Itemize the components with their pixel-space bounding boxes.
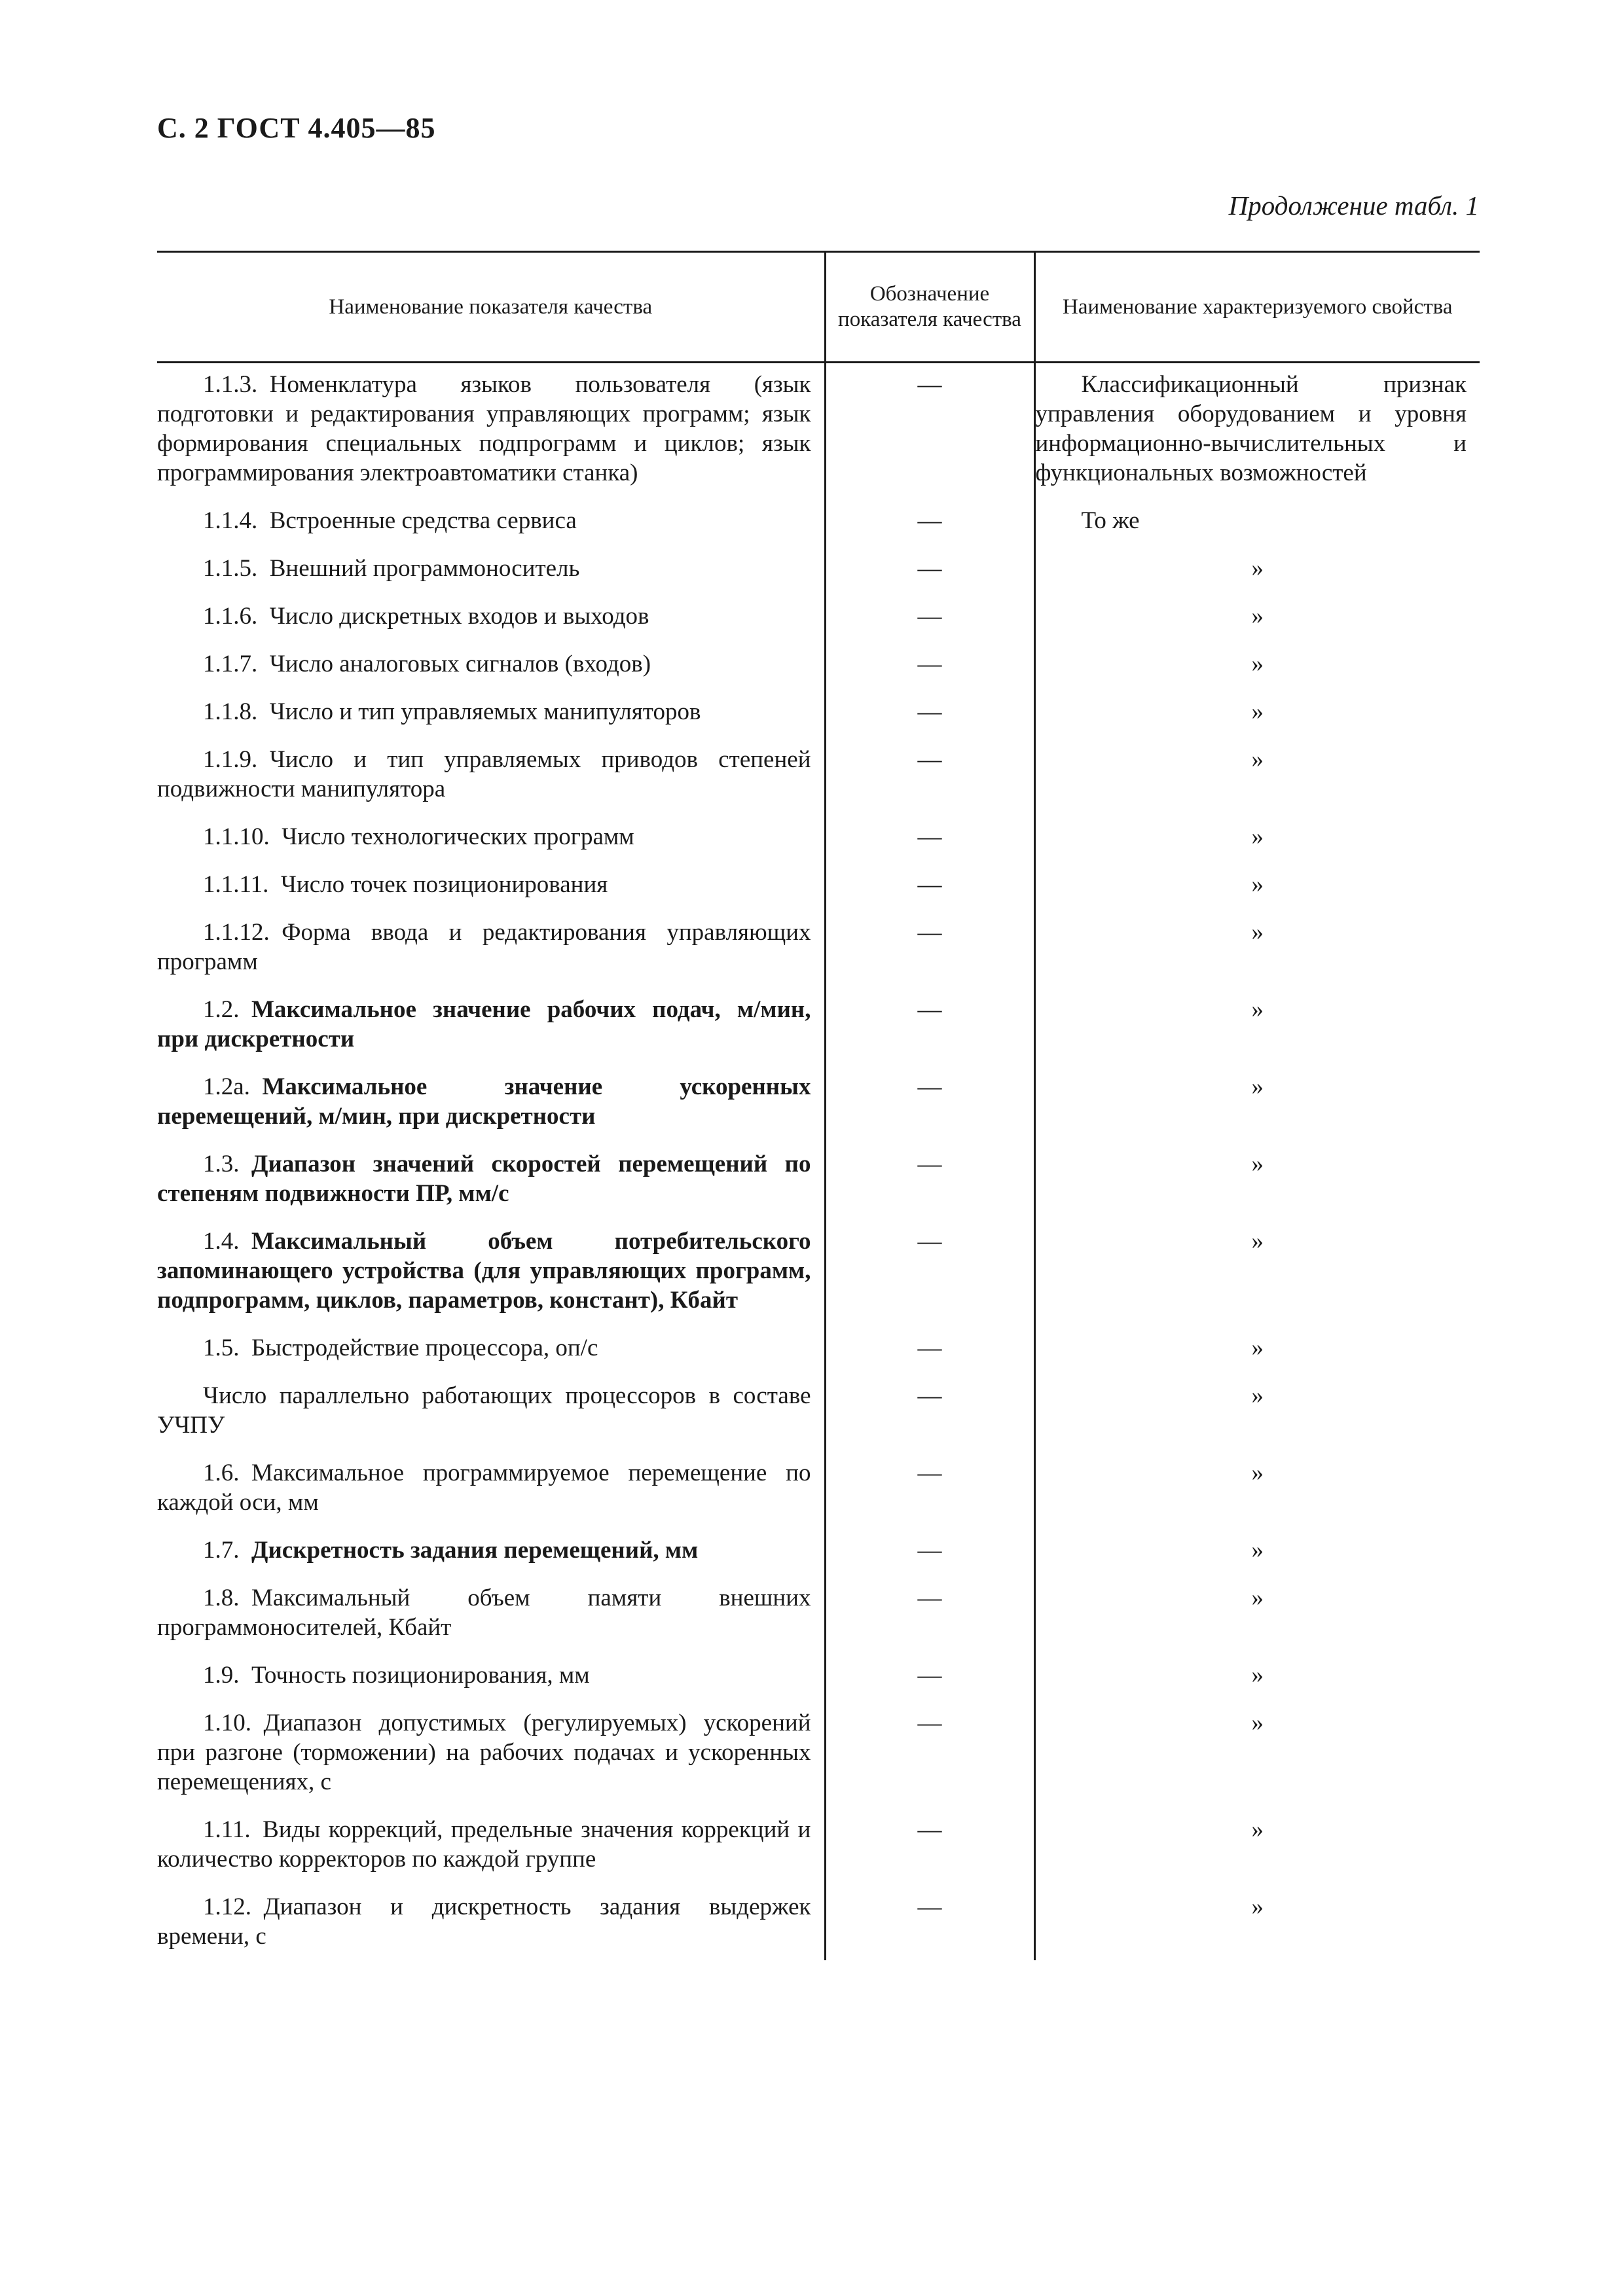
property-cell [1034,1651,1480,1699]
table-row [157,592,1480,640]
table-row [157,1372,1480,1449]
indicator-number: 1.1.9. [203,746,258,773]
indicator-number: 1.4. [203,1228,240,1255]
indicator-text: Диапазон и дискретность задания выдержек времени, с [157,1893,811,1950]
indicator-text: Встроенные средства сервиса [269,507,577,534]
designation-cell: — [825,1324,1034,1372]
indicator-name-cell [157,497,825,545]
table-row [157,1140,1480,1217]
table-body [157,363,1480,1961]
property-cell [1034,1063,1480,1140]
table-row [157,688,1480,736]
table-row [157,861,1480,908]
designation-cell: — [825,1574,1034,1651]
property-cell [1034,986,1480,1063]
indicator-number: 1.9. [203,1662,240,1689]
indicator-name-cell [157,1140,825,1217]
indicator-text: Точность позиционирования, мм [251,1662,590,1689]
indicator-text: Максимальное значение рабочих подач, м/мин, при дискретности [157,996,811,1052]
designation-cell: — [825,545,1034,592]
indicator-number: 1.11. [203,1816,251,1843]
indicator-name-cell [157,1651,825,1699]
indicator-name-cell [157,1883,825,1960]
indicator-text: Число аналоговых сигналов (входов) [269,651,651,677]
table-row [157,1526,1480,1574]
property-cell [1034,1324,1480,1372]
indicator-number: 1.1.12. [203,919,270,946]
property-text: » [1251,1382,1264,1409]
column-header-designation: Обозначение показателя качества [825,252,1034,363]
indicator-number: 1.5. [203,1335,240,1361]
indicator-name-cell [157,908,825,986]
table-row [157,1217,1480,1324]
indicator-text: Максимальный объем потребительского запоминающего устройства (для управляющих программ, подпрограмм, циклов, параметров, констант), Кбайт [157,1228,811,1314]
table-row [157,1324,1480,1372]
property-cell [1034,1526,1480,1574]
table-row [157,1449,1480,1526]
designation-cell: — [825,1449,1034,1526]
indicator-number: 1.6. [203,1460,240,1486]
table-row [157,1699,1480,1806]
indicator-text: Максимальный объем памяти внешних программоносителей, Кбайт [157,1585,811,1641]
property-cell [1034,1140,1480,1217]
indicator-number: 1.1.7. [203,651,258,677]
property-cell [1034,688,1480,736]
property-text: То же [1081,507,1140,534]
table-row [157,1574,1480,1651]
table-row [157,1883,1480,1960]
indicator-number: 1.1.3. [203,371,258,398]
property-cell [1034,1449,1480,1526]
property-text: » [1251,651,1264,677]
indicator-number: 1.2. [203,996,240,1023]
property-text: » [1251,1073,1264,1100]
indicator-text: Дискретность задания перемещений, мм [251,1537,699,1564]
indicator-name-cell [157,1217,825,1324]
indicator-number: 1.1.5. [203,555,258,582]
indicator-text: Диапазон допустимых (регулируемых) ускорений при разгоне (торможении) на рабочих подачах и ускоренных перемещениях, с [157,1710,811,1795]
property-text: » [1251,1460,1264,1486]
designation-cell: — [825,1526,1034,1574]
indicator-name-cell [157,861,825,908]
property-cell [1034,640,1480,688]
designation-cell: — [825,861,1034,908]
designation-cell: — [825,1651,1034,1699]
property-text: » [1251,823,1264,850]
property-cell [1034,1372,1480,1449]
indicator-number: 1.1.4. [203,507,258,534]
designation-cell: — [825,1063,1034,1140]
designation-cell: — [825,1699,1034,1806]
indicator-text: Число и тип управляемых приводов степеней подвижности манипулятора [157,746,811,802]
quality-indicators-table [157,251,1480,1960]
property-text: Классификационный признак управления оборудованием и уровня информационно-вычислительных и функциональных возможностей [1035,371,1467,486]
designation-cell: — [825,1883,1034,1960]
table-row [157,1063,1480,1140]
property-text: » [1251,1816,1264,1843]
indicator-text: Внешний программоноситель [269,555,580,582]
indicator-text: Номенклатура языков пользователя (язык подготовки и редактирования управляющих программ; язык формирования специальных подпрограмм и циклов; язык программирования электроавтоматики станка) [157,371,811,486]
indicator-text: Максимальное значение ускоренных перемещений, м/мин, при дискретности [157,1073,811,1130]
indicator-text: Число параллельно работающих процессоров в составе УЧПУ [157,1382,811,1439]
property-cell [1034,363,1480,497]
table-row [157,640,1480,688]
table-row [157,986,1480,1063]
property-cell [1034,497,1480,545]
property-cell [1034,1699,1480,1806]
designation-cell: — [825,736,1034,813]
designation-cell: — [825,592,1034,640]
property-text: » [1251,1585,1264,1611]
indicator-text: Виды коррекций, предельные значения коррекций и количество корректоров по каждой группе [157,1816,811,1873]
indicator-number: 1.10. [203,1710,251,1736]
indicator-name-cell [157,736,825,813]
table-row [157,1651,1480,1699]
indicator-number: 1.1.10. [203,823,270,850]
indicator-text: Форма ввода и редактирования управляющих программ [157,919,811,975]
indicator-text: Максимальное программируемое перемещение по каждой оси, мм [157,1460,811,1516]
property-text: » [1251,1537,1264,1564]
property-cell [1034,1806,1480,1883]
property-text: » [1251,1335,1264,1361]
property-cell [1034,1217,1480,1324]
property-text: » [1251,871,1264,898]
indicator-text: Число точек позиционирования [280,871,608,898]
indicator-number: 1.1.11. [203,871,269,898]
property-text: » [1251,1893,1264,1920]
property-cell [1034,545,1480,592]
indicator-name-cell [157,1372,825,1449]
designation-cell: — [825,1140,1034,1217]
property-cell [1034,736,1480,813]
indicator-name-cell [157,688,825,736]
table-row [157,1806,1480,1883]
indicator-number: 1.3. [203,1151,240,1177]
property-cell [1034,1883,1480,1960]
designation-cell: — [825,986,1034,1063]
property-cell [1034,592,1480,640]
property-text: » [1251,698,1264,725]
table-row [157,908,1480,986]
designation-cell: — [825,908,1034,986]
indicator-name-cell [157,592,825,640]
column-header-indicator-name: Наименование показателя качества [157,252,825,363]
table-header-row [157,252,1480,363]
indicator-name-cell [157,986,825,1063]
table-row [157,363,1480,497]
column-header-property-name: Наименование характеризуемого свойства [1034,252,1480,363]
table-caption: Продолжение табл. 1 [1228,190,1479,221]
designation-cell: — [825,813,1034,861]
property-text: » [1251,555,1264,582]
indicator-name-cell [157,1526,825,1574]
designation-cell: — [825,688,1034,736]
indicator-name-cell [157,640,825,688]
table-row [157,497,1480,545]
designation-cell: — [825,1806,1034,1883]
indicator-text: Число и тип управляемых манипуляторов [269,698,701,725]
property-text: » [1251,603,1264,630]
indicator-text: Диапазон значений скоростей перемещений по степеням подвижности ПР, мм/с [157,1151,811,1207]
designation-cell: — [825,640,1034,688]
indicator-number: 1.1.8. [203,698,258,725]
indicator-name-cell [157,1449,825,1526]
indicator-text: Число технологических программ [282,823,634,850]
property-text: » [1251,1228,1264,1255]
indicator-number: 1.1.6. [203,603,258,630]
property-text: » [1251,996,1264,1023]
indicator-name-cell [157,1324,825,1372]
property-text: » [1251,1710,1264,1736]
property-text: » [1251,746,1264,773]
table-row [157,813,1480,861]
property-text: » [1251,1662,1264,1689]
property-cell [1034,1574,1480,1651]
indicator-text: Быстродействие процессора, оп/с [251,1335,598,1361]
indicator-name-cell [157,1063,825,1140]
indicator-name-cell [157,813,825,861]
indicator-number: 1.7. [203,1537,240,1564]
designation-cell: — [825,497,1034,545]
table-row [157,736,1480,813]
property-text: » [1251,919,1264,946]
property-cell [1034,908,1480,986]
indicator-name-cell [157,363,825,497]
indicator-name-cell [157,1574,825,1651]
indicator-number: 1.2а. [203,1073,250,1100]
table-row [157,545,1480,592]
designation-cell: — [825,1217,1034,1324]
indicator-number: 1.12. [203,1893,251,1920]
indicator-name-cell [157,1699,825,1806]
property-cell [1034,861,1480,908]
indicator-name-cell [157,1806,825,1883]
designation-cell: — [825,363,1034,497]
property-text: » [1251,1151,1264,1177]
designation-cell: — [825,1372,1034,1449]
indicator-text: Число дискретных входов и выходов [269,603,649,630]
property-cell [1034,813,1480,861]
page-title: С. 2 ГОСТ 4.405—85 [157,112,436,144]
indicator-number: 1.8. [203,1585,240,1611]
indicator-name-cell [157,545,825,592]
